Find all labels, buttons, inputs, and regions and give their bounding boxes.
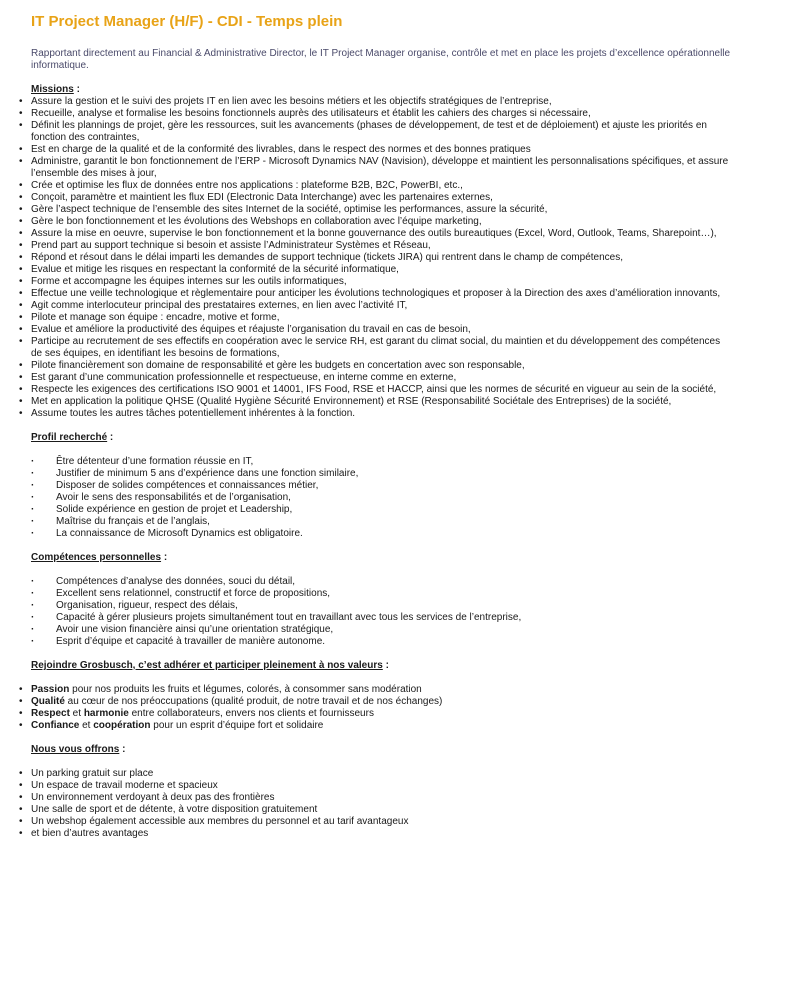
valeurs-heading: Rejoindre Grosbusch, c’est adhérer et participer pleinement à nos valeurs : — [31, 660, 389, 671]
value-text: et — [79, 720, 94, 731]
missions-group — [0, 384, 731, 420]
list-item: • Est en charge de la qualité et de la conformité des livrables, dans le respect des normes et des bonnes pratiques — [0, 144, 731, 156]
offrons-heading: Nous vous offrons : — [31, 744, 126, 755]
list-item: · Être détenteur d’une formation réussie en IT, — [31, 456, 731, 468]
value-keyword: harmonie — [83, 708, 129, 719]
value-keyword: Qualité — [31, 696, 65, 707]
list-item: • Un environnement verdoyant à deux pas des frontières — [0, 792, 731, 804]
list-item: · Esprit d’équipe et capacité à travailler de manière autonome. — [31, 636, 731, 648]
list-item — [0, 708, 731, 720]
list-item: • Gère l’aspect technique de l’ensemble des sites Internet de la société, optimise les performances, assure la sécurité, — [0, 204, 731, 216]
profil-heading: Profil recherché : — [31, 432, 114, 443]
value-keyword: coopération — [93, 720, 151, 731]
list-item: • Recueille, analyse et formalise les besoins fonctionnels auprès des utilisateurs et établit les cahiers des charges si nécessaire, — [0, 108, 731, 120]
valeurs-list — [0, 684, 731, 732]
list-item: · La connaissance de Microsoft Dynamics est obligatoire. — [31, 528, 731, 540]
list-item: · Capacité à gérer plusieurs projets simultanément tout en travaillant avec tous les services de l’entreprise, — [31, 612, 731, 624]
list-item: · Avoir une vision financière ainsi qu’une orientation stratégique, — [31, 624, 731, 636]
list-item: • Conçoit, paramètre et maintient les flux EDI (Electronic Data Interchange) avec les partenaires externes, — [0, 192, 731, 204]
list-item: • Est garant d’une communication professionnelle et respectueuse, en interne comme en externe, — [0, 372, 731, 384]
list-item: · Avoir le sens des responsabilités et de l’organisation, — [31, 492, 731, 504]
list-item: • Participe au recrutement de ses effectifs en coopération avec le service RH, est garant du climat social, du maintien et du développement des compétences de ses équipes, en identifiant les besoins de formations, — [0, 336, 731, 360]
list-item: • Assure la mise en oeuvre, supervise le bon fonctionnement et la bonne gouvernance des outils bureautiques (Excel, Word, Outlook, Teams, Sharepoint…), — [0, 228, 731, 240]
list-item: • Evalue et mitige les risques en respectant la conformité de la sécurité informatique, — [0, 264, 731, 276]
list-item: • Agit comme interlocuteur principal des prestataires externes, en lien avec l’activité IT, — [0, 300, 731, 312]
list-item: • et bien d’autres avantages — [0, 828, 731, 840]
offrons-list — [0, 768, 731, 840]
intro-paragraph: Rapportant directement au Financial & Administrative Director, le IT Project Manager organise, contrôle et met en place les projets d’excellence opérationnelle informatique. — [31, 48, 731, 71]
value-text: pour nos produits les fruits et légumes, colorés, à consommer sans modération — [69, 684, 422, 695]
value-keyword: Passion — [31, 684, 70, 695]
list-item: • Respecte les exigences des certifications ISO 9001 et 14001, IFS Food, RSE et HACCP, ainsi que les normes de sécurité en vigueur au sein de la société, — [0, 384, 731, 396]
list-item: • Une salle de sport et de détente, à votre disposition gratuitement — [0, 804, 731, 816]
list-item: · Justifier de minimum 5 ans d’expérience dans une fonction similaire, — [31, 468, 731, 480]
profil-list — [31, 456, 731, 540]
value-keyword: Confiance — [31, 720, 80, 731]
list-item: • Prend part au support technique si besoin et assiste l’Administrateur Systèmes et Réseau, — [0, 240, 731, 252]
missions-heading: Missions : — [31, 84, 80, 95]
list-item: · Disposer de solides compétences et connaissances métier, — [31, 480, 731, 492]
list-item: • Définit les plannings de projet, gère les ressources, suit les avancements (phases de développement, de test et de déploiement) et ajuste les priorités en fonction des contraintes, — [0, 120, 731, 144]
list-item: • Répond et résout dans le délai imparti les demandes de support technique (tickets JIRA) qui rentrent dans le champ de compétences, — [0, 252, 731, 264]
value-text: pour un esprit d’équipe fort et solidaire — [150, 720, 324, 731]
missions-group — [0, 312, 731, 384]
list-item: · Solide expérience en gestion de projet et Leadership, — [31, 504, 731, 516]
competences-heading: Compétences personnelles : — [31, 552, 168, 563]
list-item: • Forme et accompagne les équipes internes sur les outils informatiques, — [0, 276, 731, 288]
value-keyword: Respect — [31, 708, 70, 719]
list-item: • Effectue une veille technologique et règlementaire pour anticiper les évolutions technologiques et proposer à la Direction des axes d’amélioration innovants, — [0, 288, 731, 300]
list-item: • Assure la gestion et le suivi des projets IT en lien avec les besoins métiers et les objectifs stratégiques de l’entreprise, — [0, 96, 731, 108]
list-item: · Compétences d’analyse des données, souci du détail, — [31, 576, 731, 588]
value-text: au cœur de nos préoccupations (qualité produit, de notre travail et de nos échanges) — [64, 696, 443, 707]
missions-group — [0, 156, 731, 204]
list-item: • Un espace de travail moderne et spacieux — [0, 780, 731, 792]
list-item: • Un parking gratuit sur place — [0, 768, 731, 780]
list-item: • Crée et optimise les flux de données entre nos applications : plateforme B2B, B2C, PowerBI, etc., — [0, 180, 731, 192]
list-item: • Gère le bon fonctionnement et les évolutions des Webshops en collaboration avec l’équipe marketing, — [0, 216, 731, 228]
missions-list — [31, 96, 731, 420]
missions-group — [0, 264, 731, 312]
list-item — [0, 696, 731, 708]
list-item: • Assume toutes les autres tâches potentiellement inhérentes à la fonction. — [0, 408, 731, 420]
value-text: entre collaborateurs, envers nos clients et fournisseurs — [128, 708, 374, 719]
value-text: et — [69, 708, 84, 719]
missions-group — [0, 240, 731, 264]
list-item: • Pilote et manage son équipe : encadre, motive et forme, — [0, 312, 731, 324]
job-title: IT Project Manager (H/F) - CDI - Temps plein — [31, 13, 343, 30]
list-item — [0, 684, 731, 696]
competences-list — [31, 576, 731, 648]
list-item: • Un webshop également accessible aux membres du personnel et au tarif avantageux — [0, 816, 731, 828]
list-item: • Met en application la politique QHSE (Qualité Hygiène Sécurité Environnement) et RSE (Responsabilité Sociétale des Entreprises) de la société, — [0, 396, 731, 408]
list-item — [0, 720, 731, 732]
list-item: • Pilote financièrement son domaine de responsabilité et gère les budgets en concertation avec son responsable, — [0, 360, 731, 372]
list-item: • Evalue et améliore la productivité des équipes et réajuste l’organisation du travail en cas de besoin, — [0, 324, 731, 336]
missions-group — [0, 96, 731, 156]
list-item: • Administre, garantit le bon fonctionnement de l’ERP - Microsoft Dynamics NAV (Navision), développe et maintient les personnalisations spécifiques, et assure l’ensemble des mises à jour, — [0, 156, 731, 180]
list-item: · Organisation, rigueur, respect des délais, — [31, 600, 731, 612]
missions-group — [0, 204, 731, 240]
list-item: · Excellent sens relationnel, constructif et force de propositions, — [31, 588, 731, 600]
list-item: · Maîtrise du français et de l’anglais, — [31, 516, 731, 528]
